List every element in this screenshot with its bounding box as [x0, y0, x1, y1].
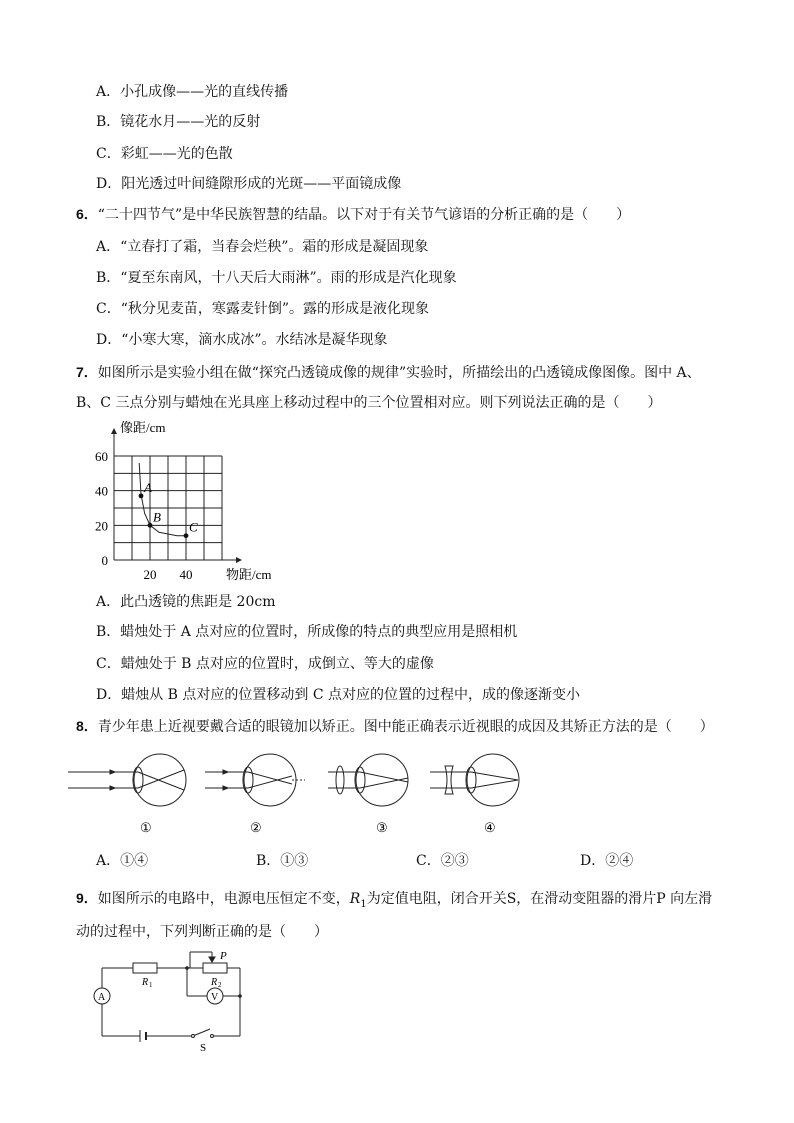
q5-option-b: B．镜花水月——光的反射	[96, 114, 261, 130]
q9-stem-text-1b: 为定值电阻，闭合开关S，在滑动变阻器的滑片P 向左滑	[366, 891, 713, 907]
q9-stem-text-1a: 如图所示的电路中，电源电压恒定不变，	[97, 891, 350, 907]
x-tick-label: 20	[143, 567, 157, 582]
x-axis-label: 物距/cm	[226, 567, 272, 582]
q7-stem-text-1: 如图所示是实验小组在做“探究凸透镜成像的规律”实验时，所描绘出的凸透镜成像图像。图中 A、	[97, 365, 701, 381]
voltmeter-label: V	[211, 992, 219, 1003]
switch-label: S	[200, 1042, 207, 1054]
q6-stem-text: “二十四节气”是中华民族智慧的结晶。以下对于有关节气谚语的分析正确的是（ ）	[97, 207, 631, 223]
y-tick-label: 40	[95, 483, 108, 499]
lens-image-chart	[80, 420, 300, 584]
point-label-c: C	[189, 519, 198, 535]
eye-diagram-4	[430, 754, 519, 806]
y-axis-arrow	[111, 428, 117, 434]
r2-sub: 2	[218, 981, 222, 989]
x-tick-label: 40	[179, 567, 193, 582]
point-label-b: B	[153, 509, 161, 525]
eye-diagram-2	[205, 754, 305, 806]
y-tick-label: 0	[101, 553, 108, 568]
data-curve	[139, 463, 186, 536]
eye-label-4: ④	[484, 820, 496, 835]
q8-option-c: C．②③	[416, 853, 469, 869]
slider-p-label: P	[220, 950, 227, 962]
q8-option-d: D．②④	[580, 853, 634, 869]
r1-sub: 1	[149, 981, 153, 989]
resistor-r1	[133, 963, 157, 973]
q6-option-b: B．“夏至东南风，十八天后大雨淋”。雨的形成是汽化现象	[96, 270, 457, 286]
data-point-c	[184, 533, 189, 538]
circuit-diagram	[90, 950, 260, 1060]
q8-stem	[76, 716, 714, 737]
q6-number: 6．	[76, 206, 98, 222]
eye-diagrams	[60, 748, 530, 848]
r2-label: R	[211, 977, 218, 988]
resistor-r2	[203, 963, 227, 973]
ammeter-label: A	[98, 992, 106, 1003]
x-axis-arrow	[236, 557, 242, 563]
eye-diagram-1	[68, 754, 186, 806]
q8-option-a: A．①④	[96, 853, 149, 869]
data-point-b	[148, 523, 153, 528]
data-point-a	[139, 493, 144, 498]
q6-stem	[76, 204, 630, 225]
q9-stem-line2: 动的过程中，下列判断正确的是（ ）	[76, 924, 328, 940]
q7-option-c: C．蜡烛处于 B 点对应的位置时，成倒立、等大的虚像	[96, 656, 434, 672]
q7-option-d: D．蜡烛从 B 点对应的位置移动到 C 点对应的位置的过程中，成的像逐渐变小	[96, 687, 581, 703]
y-tick-label: 60	[95, 449, 108, 464]
y-axis-label: 像距/cm	[120, 420, 166, 435]
switch	[193, 1029, 210, 1036]
eye-label-2: ②	[250, 820, 262, 835]
q9-number: 9．	[76, 890, 98, 906]
q8-option-b: B．①③	[256, 853, 309, 869]
q9-r1-sub: 1	[360, 898, 367, 910]
q7-stem-line1	[76, 362, 701, 383]
q5-option-c: C．彩虹——光的色散	[96, 146, 233, 162]
q6-option-a: A．“立春打了霜，当春会烂秧”。霜的形成是凝固现象	[96, 239, 429, 255]
q6-option-d: D．“小寒大寒，滴水成冰”。水结冰是凝华现象	[96, 332, 388, 348]
q7-option-b: B．蜡烛处于 A 点对应的位置时，所成像的特点的典型应用是照相机	[96, 624, 518, 640]
q8-number: 8．	[76, 718, 98, 734]
eye-diagram-3	[328, 754, 408, 806]
q8-stem-text: 青少年患上近视要戴合适的眼镜加以矫正。图中能正确表示近视眼的成因及其矫正方法的是（ ）	[97, 719, 714, 735]
q7-number: 7．	[76, 364, 98, 380]
q5-option-a: A．小孔成像——光的直线传播	[96, 84, 289, 100]
point-label-a: A	[144, 479, 152, 495]
q6-option-c: C．“秋分见麦苗，寒露麦针倒”。露的形成是液化现象	[96, 301, 430, 317]
y-tick-label: 20	[95, 518, 108, 534]
q7-stem-line2: B、C 三点分别与蜡烛在光具座上移动过程中的三个位置相对应。则下列说法正确的是（ ）	[76, 395, 662, 411]
eye-label-1: ①	[140, 820, 152, 835]
r1-label: R	[142, 977, 149, 988]
q7-option-a: A．此凸透镜的焦距是 20cm	[96, 594, 276, 610]
eye-label-3: ③	[376, 820, 388, 835]
q9-stem-line1	[76, 888, 712, 915]
q9-r1-symbol: R	[349, 891, 361, 907]
q5-option-d: D．阳光透过叶间缝隙形成的光斑——平面镜成像	[96, 176, 402, 192]
